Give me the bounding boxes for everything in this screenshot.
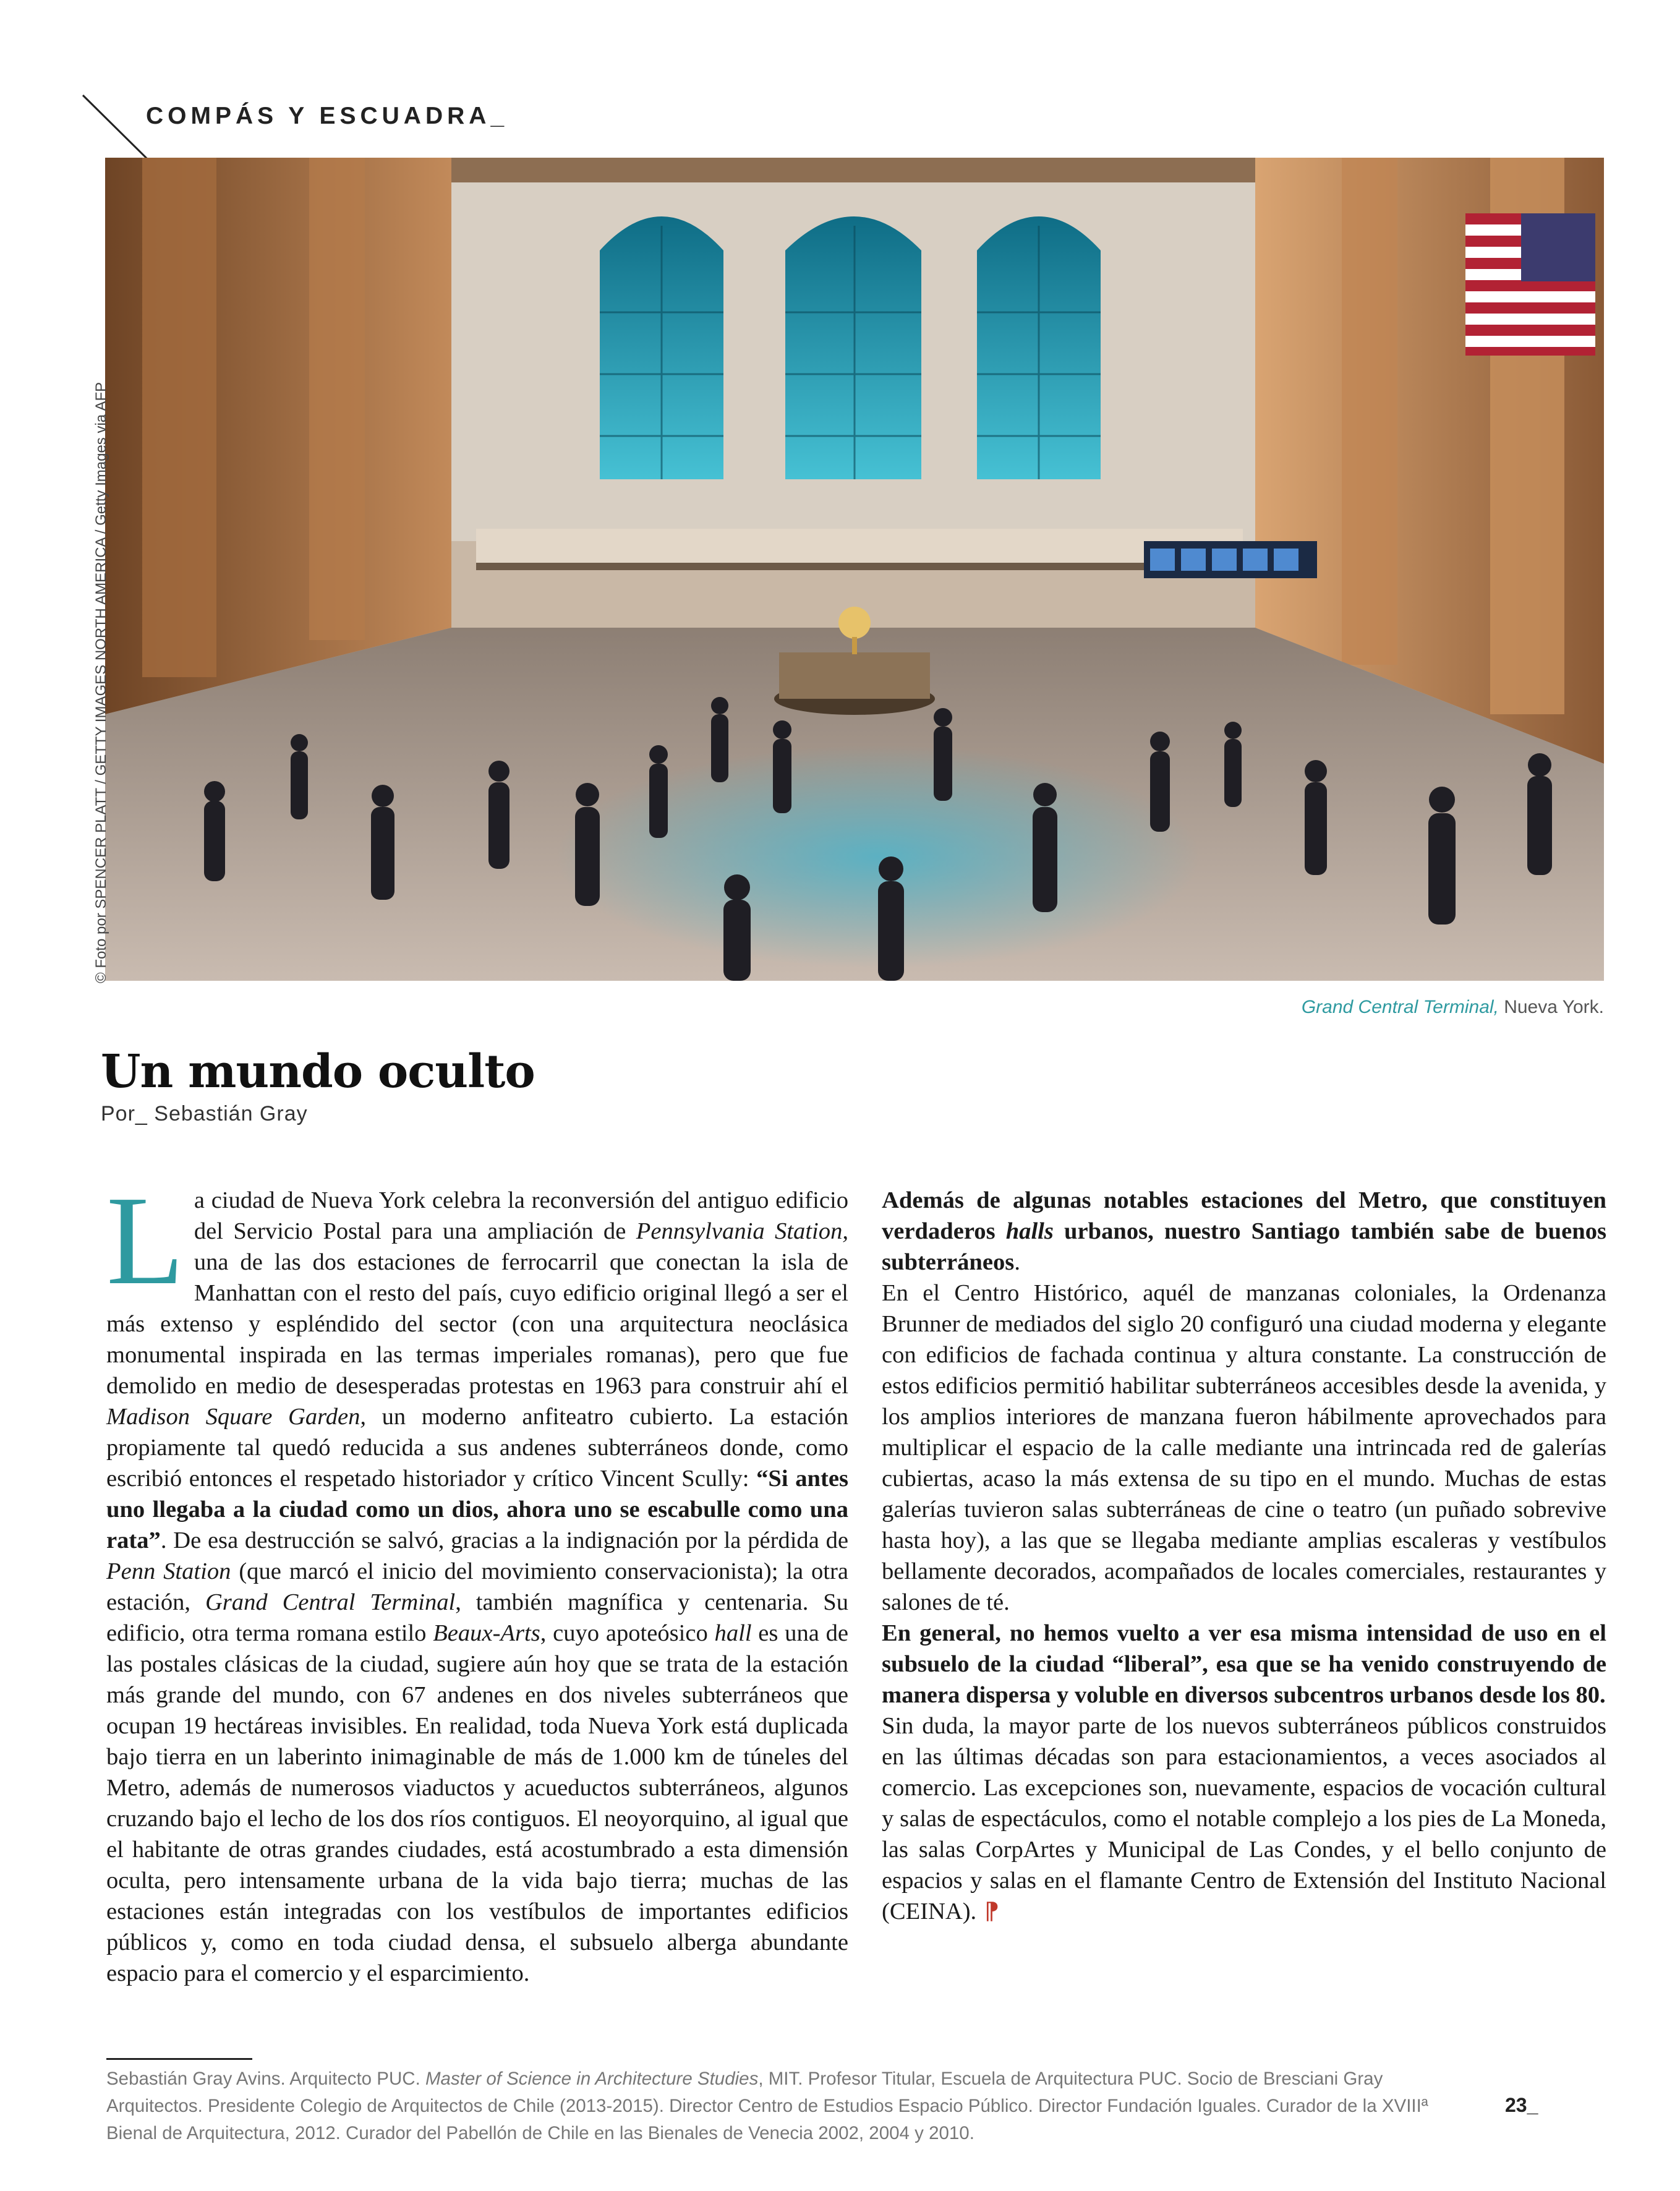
right-paragraph-1 [882,1185,1606,1278]
text-run-bold: En general, no hemos vuelto a ver esa misma intensidad de uso en el subsuelo de la ciudad “liberal”, esa que se ha venido construyendo de manera dispersa y voluble en diversos subcentros urbanos desde los 80. [882,1620,1606,1708]
end-mark-icon: ⁋ [976,1897,1000,1925]
arched-windows [600,216,1101,479]
text-run-italic: hall [714,1620,752,1646]
text-run-italic: Grand Central Terminal [205,1589,456,1615]
author-bio [106,2065,1467,2147]
text-run: . [1014,1249,1020,1275]
text-run: , cuyo apoteósico [540,1620,715,1646]
departure-board [1144,541,1317,578]
text-run-bold-italic: halls [1005,1218,1054,1244]
american-flag [1465,213,1595,356]
text-run-italic: Pennsylvania Station, [636,1218,848,1244]
photo-credit: © Foto por SPENCER PLATT / GETTY IMAGES NORTH AMERICA / Getty Images via AFP [93,382,109,983]
text-run: una de las dos estaciones de ferrocarril que conectan la isla de Manhattan con el resto del país, cuyo edificio original llegó a ser el más extenso y espléndido del sector (con una arquitectura neoclásica monumental inspirada en las termas imperiales romanas), pero que fue demolido en medio de desesperadas protestas en 1963 para construir ahí el [106,1249,848,1399]
text-run: a ciudad de Nueva York celebra la reconversión del antiguo edificio del Servicio Postal para una ampliación de [194,1187,848,1244]
text-run-italic: Master of Science in Architecture Studies [425,2069,759,2089]
right-paragraph-2: En el Centro Histórico, aquél de manzanas coloniales, la Ordenanza Brunner de mediados del siglo 20 configuró una ciudad moderna y elegante con edificios de fachada continua y altura constante. La construcción de estos edificios permitió habilitar subterráneos accesibles desde la avenida, y los amplios interiores de manzana fueron hábilmente aprovechados para multiplicar el espacio de la calle mediante una intrincada red de galerías cubiertas, acaso la más extensa de su tipo en el mundo. Muchas de estas galerías tuvieron salas subterráneas de cine o teatro (un puñado sobrevive hasta hoy), a las que se llegaba mediante amplias escaleras y vestíbulos bellamente decorados, acompañados de locales comerciales, restaurantes y salones de té. [882,1280,1606,1615]
hero-photo-grand-central [105,158,1604,981]
text-run: . De esa destrucción se salvó, gracias a la indignación por la pérdida de [160,1527,848,1553]
article-column-right [882,1185,1606,1927]
right-paragraph-3 [882,1618,1606,1711]
photo-caption [1302,997,1604,1018]
caption-city: Nueva York. [1498,997,1604,1017]
text-run-italic: Madison Square Garden, [106,1404,367,1430]
text-run-bold: Además de algunas notables estaciones del Metro, que constituyen verdaderos [882,1187,1606,1244]
article-byline: Por_ Sebastián Gray [101,1102,308,1125]
scully-quote: “Si antes uno llegaba a la ciudad como un dios, ahora uno se escabulle como una rata” [106,1466,848,1553]
text-run-bold: urbanos, nuestro Santiago también sabe de buenos subterráneos [882,1218,1607,1275]
left-paragraph [106,1169,849,1989]
text-run: Sebastián Gray Avins. Arquitecto PUC. [106,2069,425,2089]
footer-rule [106,2058,252,2060]
article-title: Un mundo oculto [101,1044,535,1098]
caption-place: Grand Central Terminal, [1301,997,1499,1017]
section-label: COMPÁS Y ESCUADRA_ [146,103,509,129]
text-run: (que marcó el inicio del movimiento conservacionista); la otra estación, [106,1558,848,1615]
text-run: Sin duda, la mayor parte de los nuevos subterráneos públicos construidos en las últimas décadas son para estacionamientos, a veces asociados al comercio. Las excepciones son, nuevamente, espacios de vocación cultural y salas de espectáculos, como el notable complejo a los pies de La Moneda, las salas CorpArtes y Municipal de Las Condes, y el bello conjunto de espacios y salas en el flamante Centro de Extensión del Instituto Nacional (CEINA). [882,1713,1606,1924]
article-column-left [106,1169,849,1989]
drop-cap: L [106,1169,184,1311]
text-run-italic: Beaux-Arts [433,1620,540,1646]
text-run: es una de las postales clásicas de la ciudad, sugiere aún hoy que se trata de la estación más grande del mundo, con 67 andenes en dos niveles subterráneos que ocupan 19 hectáreas invisibles. En realidad, toda Nueva York está duplicada bajo tierra en un laberinto inimaginable de más de 1.000 km de túneles del Metro, además de numerosos viaductos y acueductos subterráneos, algunos cruzando bajo el lecho de los dos ríos contiguos. El neoyorquino, al igual que el habitante de otras grandes ciudades, está acostumbrado a esta dimensión oculta, pero intensamente urbana de la vida bajo tierra; muchas de las estaciones están integradas con los vestíbulos de importantes edificios públicos y, como en toda ciudad densa, el subsuelo alberga abundante espacio para el comercio y el esparcimiento. [106,1620,849,1986]
text-run: un moderno anfiteatro cubierto. La estación propiamente tal quedó reducida a sus andenes subterráneos donde, como escribió entonces el respetado historiador y crítico Vincent Scully: [106,1404,848,1492]
right-paragraph-4 [882,1711,1606,1927]
text-run: , MIT. Profesor Titular, Escuela de Arquitectura PUC. Socio de Bresciani Gray Arquitectos. Presidente Colegio de Arquitectos de Chile (2013-2015). Director Centro de Estudios Espacio Público. Director Fundación Iguales. Curador de la XVIIIª Bienal de Arquitectura, 2012. Curador del Pabellón de Chile en las Bienales de Venecia 2002, 2004 y 2010. [106,2069,1428,2143]
page-number: 23_ [1505,2094,1538,2116]
text-run-italic: Penn Station [106,1558,231,1584]
text-run: , también magnífica y centenaria. Su edificio, otra terma romana estilo [106,1589,849,1646]
